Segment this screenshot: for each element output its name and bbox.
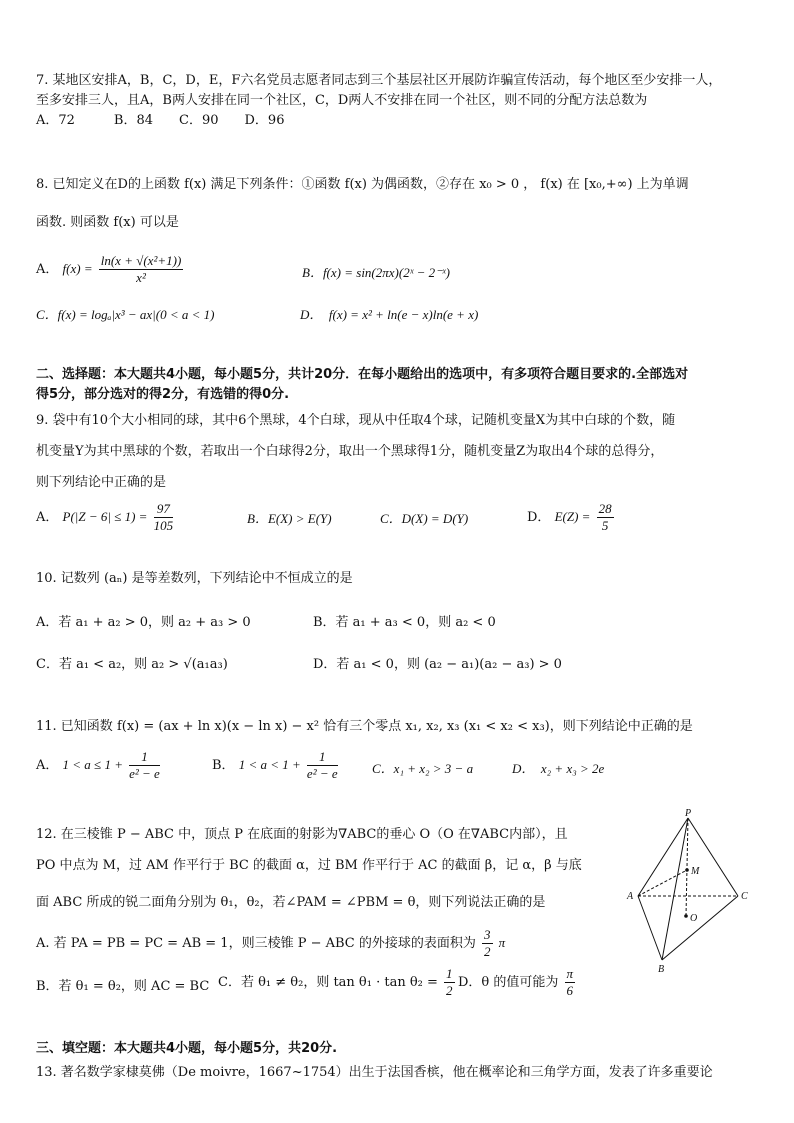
point-o xyxy=(684,914,688,918)
q8-option-a-denominator: x² xyxy=(136,270,146,285)
q8-option-a xyxy=(36,252,185,287)
q11-option-d: D． x₂ + x₃ > 2e xyxy=(512,761,605,776)
q9-option-a-fraction xyxy=(154,501,174,534)
q9-option-b: B．E(X) > E(Y) xyxy=(247,511,332,526)
label-a: A xyxy=(627,891,634,902)
q8-line-1: 8. 已知定义在D的上函数 f(x) 满足下列条件：①函数 f(x) 为偶函数，②存在 x₀ > 0 ， f(x) 在 [x₀,+∞) 上为单调 xyxy=(36,177,689,192)
q12-option-c xyxy=(218,966,457,1000)
q9-option-a-denominator: 105 xyxy=(153,518,174,533)
q11-option-b-lhs: 1 < a < 1 + xyxy=(238,757,301,772)
q12-option-d-text: D．θ 的值可能为 xyxy=(458,975,559,990)
edge-ab xyxy=(638,896,662,960)
q9-option-c: C．D(X) = D(Y) xyxy=(380,511,469,526)
edge-pb xyxy=(662,818,688,960)
q12-option-a xyxy=(36,926,505,961)
point-m xyxy=(685,868,689,872)
q11-option-a-denominator: e² − e xyxy=(129,766,160,781)
segment-po xyxy=(686,818,688,916)
q12-option-c-fraction xyxy=(444,966,455,999)
q12-option-c-text: C．若 θ₁ ≠ θ₂，则 tan θ₁ · tan θ₂ = xyxy=(218,975,438,990)
tetrahedron-diagram xyxy=(620,808,770,978)
q9-option-a-lhs: P(|Z − 6| ≤ 1) = xyxy=(62,509,148,524)
q9-option-d-lhs: E(Z) = xyxy=(554,509,591,524)
q11-option-b-fraction xyxy=(307,749,338,782)
q9-option-d-numerator: 28 xyxy=(598,501,612,516)
edge-bc xyxy=(662,896,738,960)
q8-option-a-fraction xyxy=(99,253,184,286)
section-2-heading-line-1: 二、选择题：本大题共4小题，每小题5分，共计20分．在每小题给出的选项中，有多项符合题目要求的.全部选对 xyxy=(36,367,689,382)
label-m: M xyxy=(691,866,700,877)
section-3-heading: 三、填空题：本大题共4小题，每小题5分，共20分. xyxy=(36,1041,338,1056)
q7-line-2: 至多安排三人，且A，B两人安排在同一个社区，C，D两人不安排在同一个社区，则不同的分配方法总数为 xyxy=(36,93,648,108)
q11-option-a-numerator: 1 xyxy=(129,749,160,766)
q10-option-c: C．若 a₁ < a₂，则 a₂ > √(a₁a₃) xyxy=(36,657,228,672)
q9-option-d-fraction xyxy=(597,501,614,534)
q9-option-d-prefix: D． xyxy=(527,510,551,525)
q12-line-1: 12. 在三棱锥 P − ABC 中，顶点 P 在底面的射影为∇ABC的垂心 O（O 在∇ABC内部），且 xyxy=(36,827,568,842)
q12-option-a-tail: π xyxy=(498,935,506,950)
q12-option-a-text: A. 若 PA = PB = PC = AB = 1，则三棱锥 P − ABC 的外接球的表面积为 xyxy=(36,936,476,951)
q11-line-1: 11. 已知函数 f(x) = (ax + ln x)(x − ln x) − x² 恰有三个零点 x₁, x₂, x₃ (x₁ < x₂ < x₃)，则下列结论中正确的是 xyxy=(36,719,693,734)
q12-option-a-fraction xyxy=(482,927,493,960)
q11-option-a-prefix: A． xyxy=(36,758,59,773)
q12-line-3: 面 ABC 所成的锐二面角分别为 θ₁，θ₂，若∠PAM = ∠PBM = θ，则下列说法正确的是 xyxy=(36,895,546,910)
section-2-heading-line-2: 得5分，部分选对的得2分，有选错的得0分. xyxy=(36,387,290,402)
label-b: B xyxy=(658,964,665,975)
q8-line-2: 函数. 则函数 f(x) 可以是 xyxy=(36,215,179,230)
q12-option-d-fraction xyxy=(565,966,576,999)
label-o: O xyxy=(690,913,698,924)
q12-option-d-numerator: π xyxy=(566,966,574,981)
q8-option-b: B．f(x) = sin(2πx)(2ˣ − 2⁻ˣ) xyxy=(302,265,450,280)
q7-line-1: 7. 某地区安排A，B，C，D，E，F六名党员志愿者同志到三个基层社区开展防诈骗宣传活动，每个地区至少安排一人， xyxy=(36,73,722,88)
q9-line-3: 则下列结论中正确的是 xyxy=(36,475,167,490)
q12-option-d xyxy=(458,966,577,1000)
q9-option-d-denominator: 5 xyxy=(601,518,609,533)
q10-option-d: D．若 a₁ < 0，则 (a₂ − a₁)(a₂ − a₃) > 0 xyxy=(313,657,562,672)
q11-option-b-prefix: B． xyxy=(212,758,235,773)
q12-option-c-denominator: 2 xyxy=(446,983,453,998)
segment-am xyxy=(638,870,687,896)
q8-option-c: C．f(x) = logₐ|x³ − ax|(0 < a < 1) xyxy=(36,307,215,322)
q12-option-a-denominator: 2 xyxy=(484,944,491,959)
q12-option-d-denominator: 6 xyxy=(566,983,574,998)
q10-option-b: B．若 a₁ + a₃ < 0，则 a₂ < 0 xyxy=(313,615,496,630)
q11-option-a xyxy=(36,748,162,783)
label-p: P xyxy=(685,808,692,819)
q9-option-a-prefix: A． xyxy=(36,510,59,525)
q11-option-b-denominator: e² − e xyxy=(306,766,338,781)
q11-option-b-numerator: 1 xyxy=(307,749,338,766)
q8-option-a-lhs: f(x) = xyxy=(62,261,93,276)
q8-option-a-prefix: A． xyxy=(36,262,59,277)
q8-option-a-numerator: ln(x + √(x²+1)) xyxy=(100,253,182,268)
q9-line-1: 9. 袋中有10个大小相同的球，其中6个黑球，4个白球，现从中任取4个球，记随机变量X为其中白球的个数，随 xyxy=(36,413,676,428)
q11-option-a-lhs: 1 < a ≤ 1 + xyxy=(62,757,123,772)
q9-option-a-numerator: 97 xyxy=(154,501,174,518)
q13-line-1: 13. 著名数学家棣莫佛（De moivre，1667~1754）出生于法国香槟，他在概率论和三角学方面，发表了许多重要论 xyxy=(36,1065,713,1080)
q11-option-c: C．x₁ + x₂ > 3 − a xyxy=(372,761,474,776)
q7-options: A．72 B．84 C．90 D．96 xyxy=(36,113,285,128)
q12-option-c-numerator: 1 xyxy=(446,966,453,981)
q11-option-a-fraction xyxy=(129,749,160,782)
q12-option-a-numerator: 3 xyxy=(484,927,491,942)
q12-line-2: PO 中点为 M，过 AM 作平行于 BC 的截面 α，过 BM 作平行于 AC 的截面 β，记 α，β 与底 xyxy=(36,858,582,873)
q9-option-d xyxy=(527,500,616,535)
q9-line-2: 机变量Y为其中黑球的个数，若取出一个白球得2分，取出一个黑球得1分，随机变量Z为取出4个球的总得分， xyxy=(36,444,664,459)
q10-line-1: 10. 记数列 (aₙ) 是等差数列，下列结论中不恒成立的是 xyxy=(36,571,353,586)
q8-option-d: D． f(x) = x² + ln(e − x)ln(e + x) xyxy=(300,307,479,322)
q12-option-b: B．若 θ₁ = θ₂，则 AC = BC xyxy=(36,979,210,994)
label-c: C xyxy=(741,891,748,902)
q11-option-b xyxy=(212,748,340,783)
edge-pc xyxy=(688,818,738,896)
q9-option-a xyxy=(36,500,175,535)
q10-option-a: A．若 a₁ + a₂ > 0，则 a₂ + a₃ > 0 xyxy=(36,615,251,630)
